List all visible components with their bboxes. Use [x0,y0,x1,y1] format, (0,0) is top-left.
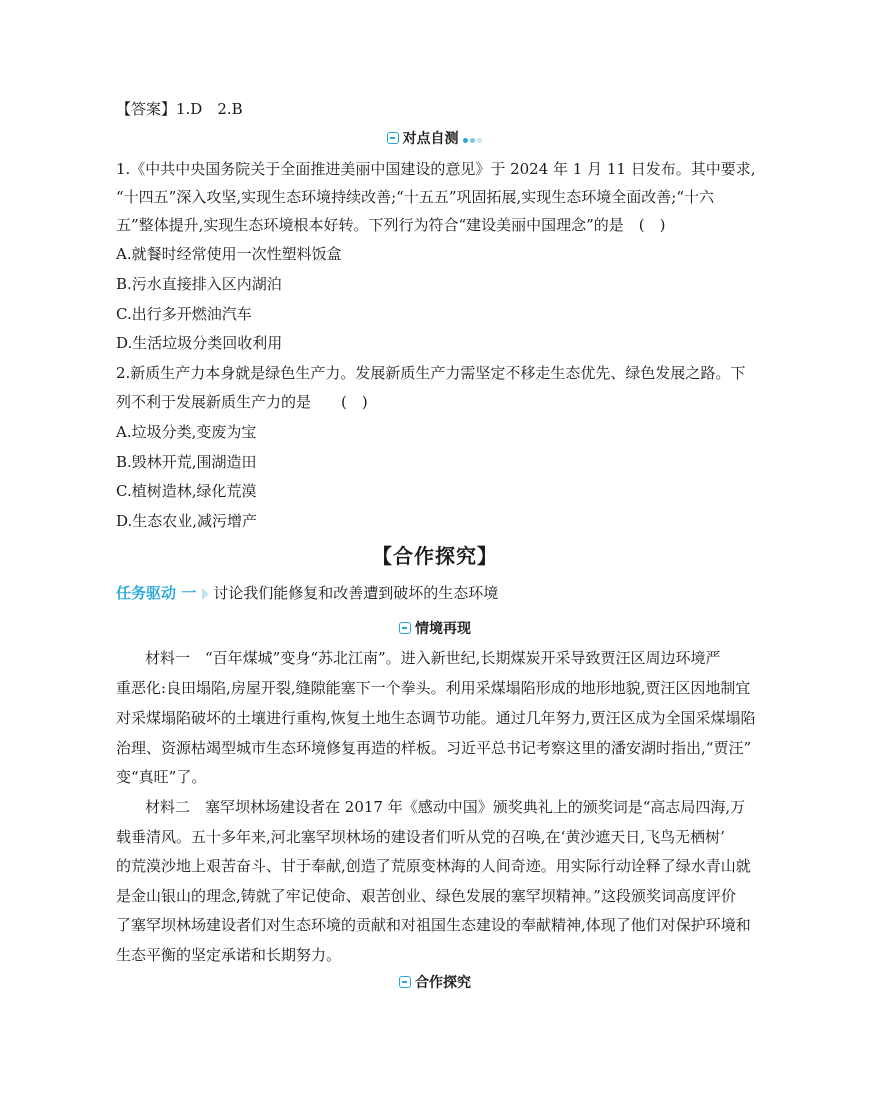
task-driver [116,582,498,603]
scene-icon [399,622,411,634]
self-test-heading [0,128,870,148]
answer-line: 【答案】1.D 2.B [116,100,243,118]
material2-line-1: 材料二 塞罕坝林场建设者在 2017 年《感动中国》颁奖典礼上的颁奖词是“高志局四海,万 [145,798,746,816]
material2-line-6: 生态平衡的坚定承诺和长期努力。 [116,946,342,964]
q1-line-1: 1.《中共中央国务院关于全面推进美丽中国建设的意见》于 2024 年 1 月 11 日发布。其中要求, [116,160,756,178]
dots-decoration [463,131,484,147]
material1-line-1: 材料一 “百年煤城”变身“苏北江南”。进入新世纪,长期煤炭开采导致贾汪区周边环境严 [145,649,721,667]
material1-line-3: 对采煤塌陷破坏的土壤进行重构,恢复土地生态调节功能。通过几年努力,贾汪区成为全国采煤塌陷 [116,709,756,727]
q1-option-a: A.就餐时经常使用一次性塑料饭盒 [116,245,342,263]
q2-option-d: D.生态农业,减污增产 [116,512,258,530]
material1-line-5: 变“真旺”了。 [116,768,207,786]
q1-line-3: 五”整体提升,实现生态环境根本好转。下列行为符合“建设美丽中国理念”的是 ( ) [116,216,666,234]
q2-line-1: 2.新质生产力本身就是绿色生产力。发展新质生产力需坚定不移走生态优先、绿色发展之路。下 [116,364,746,382]
explore-icon [399,976,411,988]
q1-option-d: D.生活垃圾分类回收利用 [116,334,283,352]
q2-option-b: B.毁林开荒,围湖造田 [116,453,257,471]
q2-option-c: C.植树造林,绿化荒漠 [116,482,257,500]
explore-heading [0,972,870,992]
arrow-icon [202,588,209,600]
q2-line-2: 列不利于发展新质生产力的是 ( ) [116,393,368,411]
q2-option-a: A.垃圾分类,变废为宝 [116,423,257,441]
material2-line-2: 载垂清风。五十多年来,河北塞罕坝林场的建设者们听从党的召唤,在‘黄沙遮天日,飞鸟无栖树’ [116,828,725,846]
self-test-heading-text: 对点自测 [402,131,459,147]
task-text: 讨论我们能修复和改善遭到破坏的生态环境 [213,584,499,602]
q1-option-c: C.出行多开燃油汽车 [116,305,252,323]
q1-line-2: “十四五”深入攻坚,实现生态环境持续改善;“十五五”巩固拓展,实现生态环境全面改善;“十六 [116,188,714,206]
scene-heading-text: 情境再现 [415,621,471,637]
material2-line-5: 了塞罕坝林场建设者们对生态环境的贡献和对祖国生态建设的奉献精神,体现了他们对保护环境和 [116,916,751,934]
material2-line-4: 是金山银山的理念,铸就了牢记使命、艰苦创业、绿色发展的塞罕坝精神。”这段颁奖词高度评价 [116,887,736,905]
scene-heading [0,618,870,638]
material1-line-4: 治理、资源枯竭型城市生态环境修复再造的样板。习近平总书记考察这里的潘安湖时指出,“贾汪” [116,739,752,757]
q1-option-b: B.污水直接排入区内湖泊 [116,275,282,293]
section-title: 【合作探究】 [372,544,498,568]
material1-line-2: 重恶化:良田塌陷,房屋开裂,缝隙能塞下一个拳头。利用采煤塌陷形成的地形地貌,贾汪区因地制宜 [116,679,751,697]
edit-icon [387,132,399,144]
explore-heading-text: 合作探究 [415,975,471,991]
task-label: 任务驱动 一 [116,584,197,602]
material2-line-3: 的荒漠沙地上艰苦奋斗、甘于奉献,创造了荒原变林海的人间奇迹。用实际行动诠释了绿水青山就 [116,857,751,875]
